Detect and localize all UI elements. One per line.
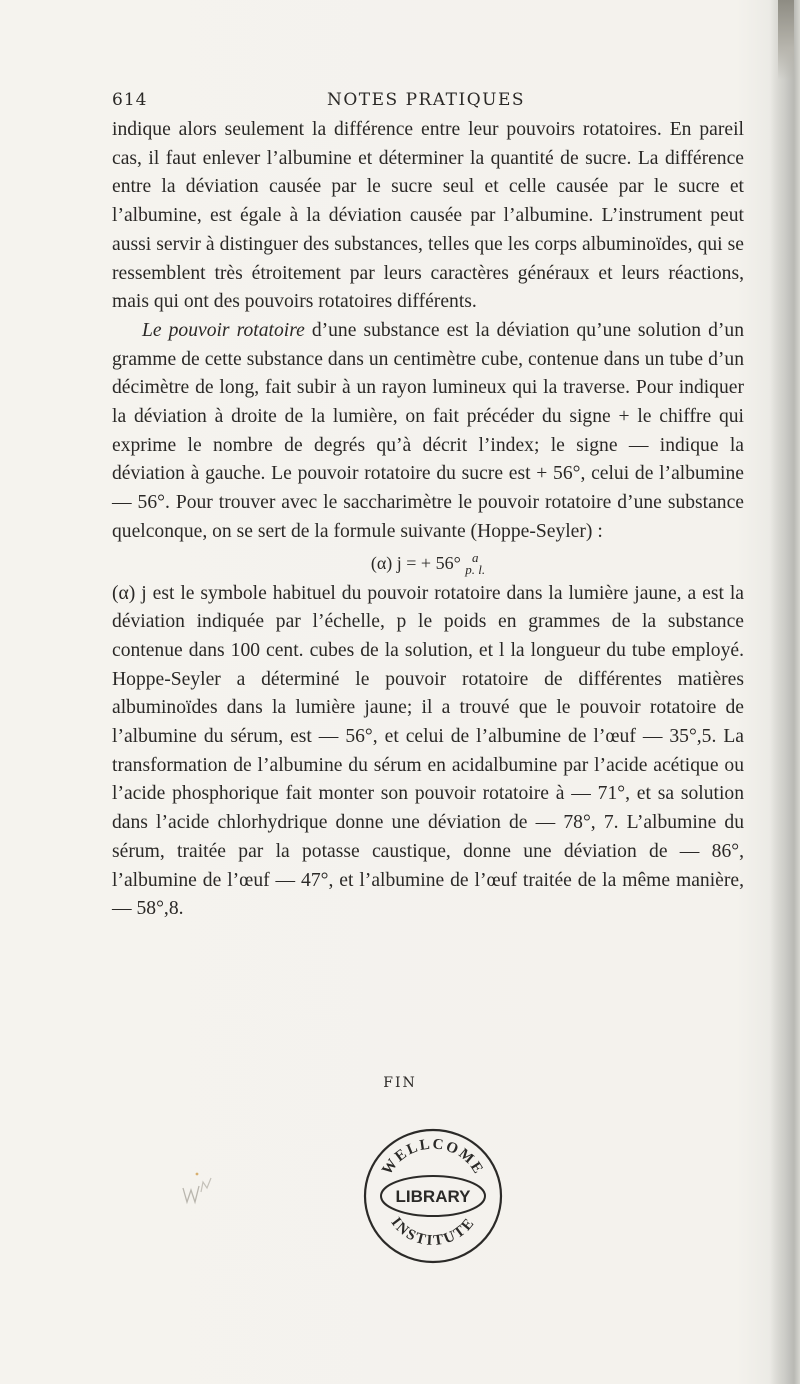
svg-text:WELLCOME (379, 1136, 486, 1178)
page-number: 614 (112, 90, 148, 110)
paragraph-2-text: d’une substance est la déviation qu’une solution d’un gramme de cette substance dans un centimètre cube, contenue dans un tube d’un décimètre de long, fait subir à un rayon lumineux qui la traverse. Pour indiquer la déviation à droite de la lumière, on fait précéder du signe + le chiffre qui exprime le nombre de degrés qu’à décrit l’index; le signe — indique la déviation à gauche. Le pouvoir rotatoire du sucre est + 56°, celui de l’albumine — 56°. Pour trouver avec le saccharimètre le pouvoir rotatoire d’une substance quelconque, on se sert de la formule suivante (Hoppe-Seyler) : (112, 319, 744, 542)
formula (112, 548, 744, 578)
page-edge-mark (778, 0, 794, 80)
page-edge-shadow (770, 0, 800, 1384)
paragraph-1: indique alors seulement la différence entre leur pouvoirs rotatoires. En pareil cas, il faut enlever l’albumine et déterminer la quantité de sucre. La différence entre la déviation causée par le sucre seul et celle causée par le sucre et l’albumine, est égale à la déviation causée par l’albumine. L’instrument peut aussi servir à distinguer des substances, telles que les corps albuminoïdes, qui se ressemblent très étroitement par leurs caractères généraux et leurs réactions, mais qui ont des pouvoirs rotatoires différents. (112, 119, 744, 313)
running-title: NOTES PRATIQUES (326, 90, 526, 110)
paragraph-3: (α) j est le symbole habituel du pouvoir rotatoire dans la lumière jaune, a est la déviation indiquée par l’échelle, p le poids en grammes de la substance contenue dans 100 cent. cubes de la solution, et l la longueur du tube employé. Hoppe-Seyler a déterminé le pouvoir rotatoire de différentes matières albuminoïdes dans la lumière jaune; il a trouvé que le pouvoir rotatoire de l’albumine du sérum, est — 56°, et celui de l’albumine de l’œuf — 35°,5. La transformation de l’albumine du sérum en acidalbumine par l’acide acétique ou l’acide phosphorique fait monter son pouvoir rotatoire à — 71°, et sa solution dans l’acide chlorhydrique donne une déviation de — 78°, 7. L’albumine du sérum, traitée par la potasse caustique, donne une déviation de — 86°, l’albumine de l’œuf — 47°, et l’albumine de l’œuf traitée de la même manière, — 58°,8. (112, 582, 744, 920)
stamp-center-text: LIBRARY (395, 1187, 471, 1206)
fin-label: FIN (383, 1075, 417, 1091)
term-pouvoir-rotatoire: Le pouvoir rotatoire (142, 319, 305, 341)
formula-fraction (465, 552, 485, 576)
formula-numerator: a (471, 550, 479, 566)
page-header (112, 90, 740, 114)
stamp-bottom-text: INSTITUTE (387, 1214, 479, 1250)
pencil-mark (177, 1168, 227, 1208)
library-stamp (358, 1118, 508, 1268)
stamp-top-text: WELLCOME (379, 1136, 487, 1178)
formula-left: (α) j = + 56° (370, 552, 461, 573)
formula-denominator: p. l. (465, 562, 486, 578)
paragraph-2 (112, 317, 744, 547)
svg-text:INSTITUTE (388, 1215, 479, 1250)
body-text (112, 116, 744, 924)
